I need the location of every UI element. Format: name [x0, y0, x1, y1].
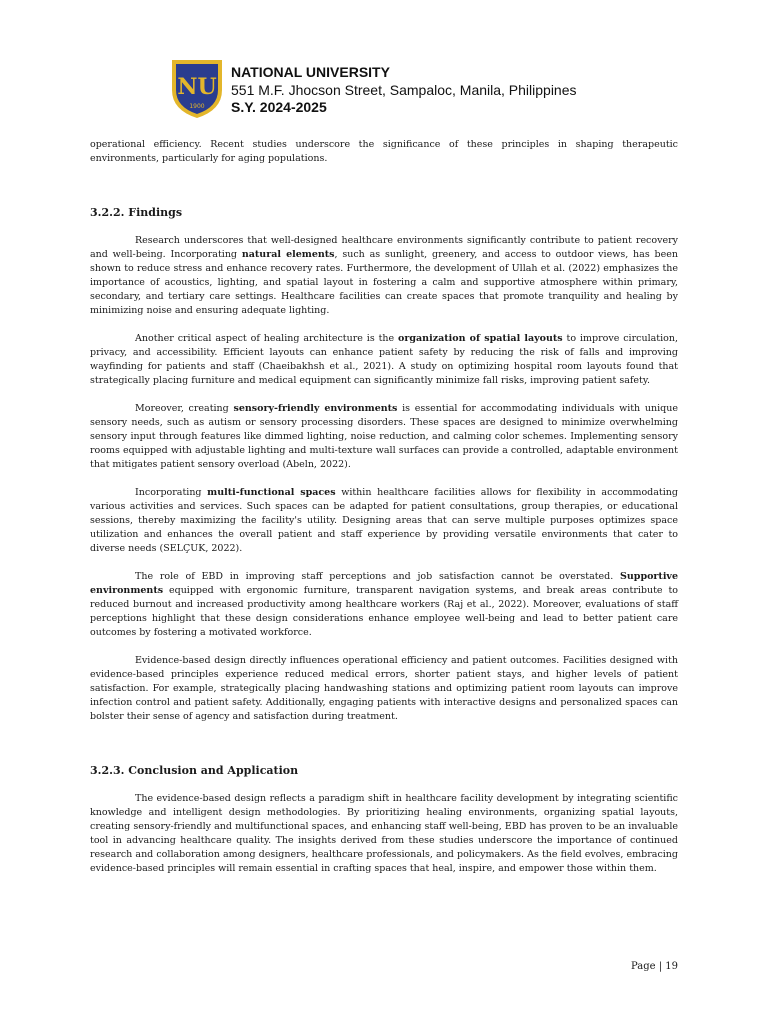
p5-text-a: The role of EBD in improving staff perceptions and job satisfaction cannot be overstated.	[135, 571, 621, 582]
p1-bold: natural elements	[241, 249, 335, 260]
logo-year: 1900	[189, 103, 205, 110]
conclusion-paragraph-1: The evidence-based design reflects a paradigm shift in healthcare facility development by integrating scientific knowledge and intelligent design methodologies. By prioritizing healing environments, organizing spatial layouts, creating sensory-friendly and multifunctional spaces, and enhancing staff well-being, EBD has proven to be an invaluable tool in advancing healthcare quality. The insights derived from these studies underscore the importance of continued research and collaboration among designers, healthcare professionals, and policymakers. As the field evolves, embracing evidence-based principles will remain essential in crafting spaces that heal, inspire, and empower those within them.	[90, 793, 678, 874]
findings-paragraph-2	[90, 332, 678, 388]
university-info	[231, 64, 577, 116]
p4-text-a: Incorporating	[135, 487, 208, 498]
p5-text-b: equipped with ergonomic furniture, transparent navigation systems, and break areas contribute to reduced burnout and increased productivity among healthcare workers (Raj et al., 2022). Moreover, evaluations of staff perceptions highlight that these design considerations enhance employee well-being and lead to better patient care outcomes by fostering a motivated workforce.	[90, 585, 678, 638]
p3-bold: sensory-friendly environments	[233, 403, 398, 414]
findings-paragraph-5	[90, 570, 678, 640]
findings-heading: 3.2.2. Findings	[90, 206, 183, 219]
intro-paragraph: operational efficiency. Recent studies underscore the significance of these principles in shaping therapeutic environments, particularly for aging populations.	[90, 139, 678, 164]
p4-text-b: within healthcare facilities allows for flexibility in accommodating various activities and services. Such spaces can be adapted for patient consultations, group therapies, or educational sessions, thereby maximizing the facility's utility. Designing areas that can serve multiple purposes optimizes space utilization and enhances the overall patient and staff experience by providing versatile environments that cater to diverse needs (SELÇUK, 2022).	[90, 487, 678, 554]
findings-paragraph-1	[90, 234, 678, 318]
p2-text-a: Another critical aspect of healing architecture is the	[135, 333, 399, 344]
page-number: Page | 19	[630, 961, 678, 972]
page-header	[168, 56, 688, 120]
document-body	[90, 138, 678, 876]
p4-bold: multi-functional spaces	[207, 487, 336, 498]
p5-bold: Supportive environments	[90, 571, 678, 596]
logo-letters: NU	[177, 74, 217, 100]
university-name: NATIONAL UNIVERSITY	[231, 64, 390, 80]
p3-text-a: Moreover, creating	[135, 403, 234, 414]
university-address: 551 M.F. Jhocson Street, Sampaloc, Manila, Philippines	[231, 82, 577, 98]
conclusion-heading: 3.2.3. Conclusion and Application	[90, 764, 299, 777]
findings-paragraph-4	[90, 486, 678, 556]
university-logo	[168, 56, 226, 120]
p3-text-b: is essential for accommodating individuals with unique sensory needs, such as autism or sensory processing disorders. These spaces are designed to minimize overwhelming sensory input through features like dimmed lighting, noise reduction, and calming color schemes. Implementing sensory rooms equipped with adjustable lighting and multi-texture wall surfaces can provide a controlled, adaptable environment that mitigates patient sensory overload (Abeln, 2022).	[90, 403, 678, 470]
p2-text-b: to improve circulation, privacy, and accessibility. Efficient layouts can enhance patient safety by reducing the risk of falls and improving wayfinding for patients and staff (Chaeibakhsh et al., 2021). A study on optimizing hospital room layouts found that strategically placing furniture and medical equipment can significantly minimize fall risks, improving patient safety.	[90, 333, 678, 386]
p1-text-b: , such as sunlight, greenery, and access to outdoor views, has been shown to reduce stress and enhance recovery rates. Furthermore, the development of Ullah et al. (2022) emphasizes the importance of acoustics, lighting, and spatial layout in fostering a calm and supportive atmosphere within primary, secondary, and tertiary care settings. Healthcare facilities can create spaces that promote tranquility and healing by minimizing noise and ensuring adequate lighting.	[90, 249, 678, 316]
p2-bold: organization of spatial layouts	[398, 333, 563, 344]
p1-text-a: Research underscores that well-designed healthcare environments significantly contribute to patient recovery and well-being. Incorporating	[90, 235, 678, 260]
school-year: S.Y. 2024-2025	[231, 99, 327, 115]
findings-paragraph-3	[90, 402, 678, 472]
findings-paragraph-6: Evidence-based design directly influences operational efficiency and patient outcomes. Facilities designed with evidence-based principles experience reduced medical errors, shorter patient stays, and higher levels of patient satisfaction. For example, strategically placing handwashing stations and optimizing patient room layouts can improve infection control and patient safety. Additionally, engaging patients with interactive designs and personalized spaces can bolster their sense of agency and satisfaction during treatment.	[90, 655, 678, 722]
